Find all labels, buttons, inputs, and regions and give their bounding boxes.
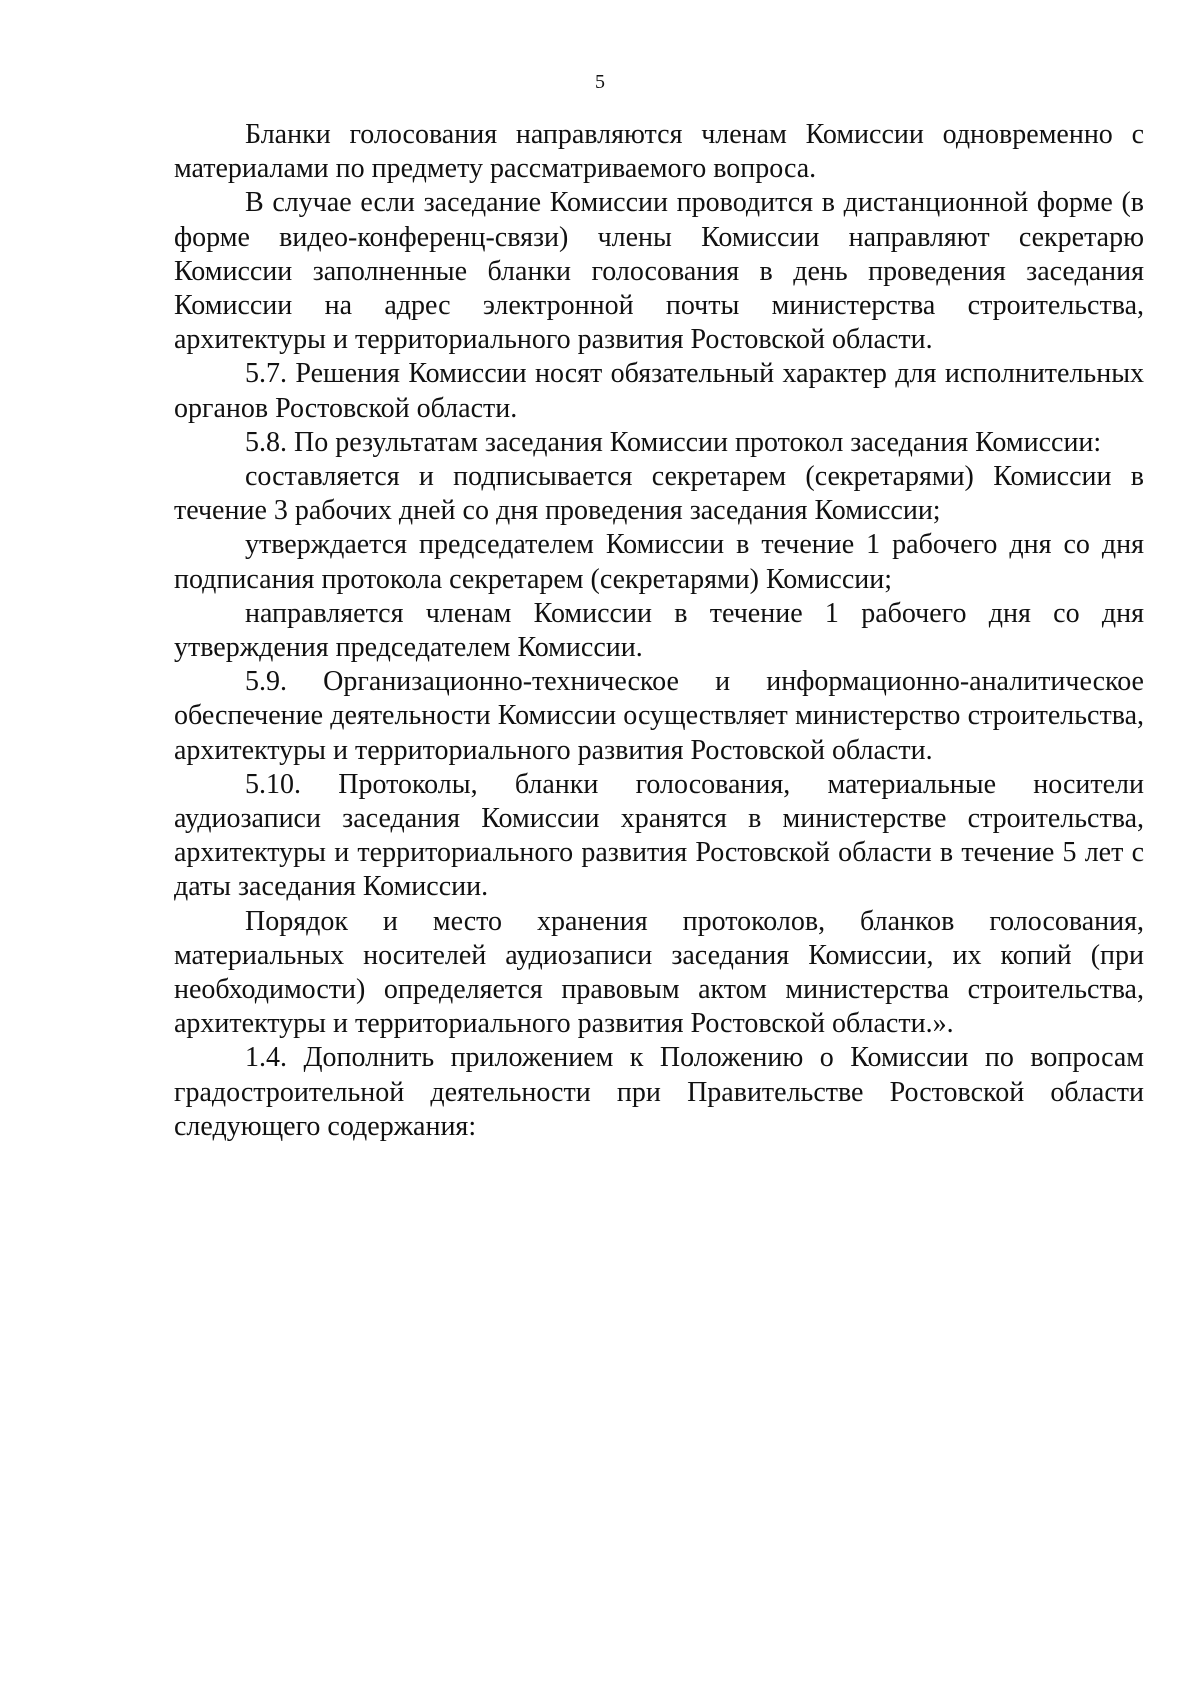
- paragraph-5-7: 5.7. Решения Комиссии носят обязательный характер для исполнительных органов Ростовской области.: [174, 358, 1144, 424]
- paragraph-5-8-compiled: составляется и подписывается секретарем (секретарями) Комиссии в течение 3 рабочих дней со дня проведения заседания Комиссии;: [174, 461, 1144, 527]
- paragraph-1-4: 1.4. Дополнить приложением к Положению о Комиссии по вопросам градостроительной деятельности при Правительстве Ростовской области следующего содержания:: [174, 1042, 1144, 1142]
- document-body: [174, 118, 1144, 1144]
- paragraph-5-8-approved: утверждается председателем Комиссии в течение 1 рабочего дня со дня подписания протокола секретарем (секретарями) Комиссии;: [174, 529, 1144, 595]
- paragraph-voting-forms: Бланки голосования направляются членам Комиссии одновременно с материалами по предмету рассматриваемого вопроса.: [174, 119, 1144, 185]
- page-number: 5: [595, 71, 605, 93]
- paragraph-storage-order: Порядок и место хранения протоколов, бланков голосования, материальных носителей аудиозаписи заседания Комиссии, их копий (при необходимости) определяется правовым актом министерства строительства, архитектуры и территориального развития Ростовской области.».: [174, 905, 1144, 1040]
- paragraph-5-9: 5.9. Организационно-техническое и информационно-аналитическое обеспечение деятельности Комиссии осуществляет министерство строительства, архитектуры и территориального развития Ростовской области.: [174, 666, 1144, 766]
- paragraph-remote-meeting: В случае если заседание Комиссии проводится в дистанционной форме (в форме видео-конференц-связи) члены Комиссии направляют секретарю Комиссии заполненные бланки голосования в день проведения заседания Комиссии на адрес электронной почты министерства строительства, архитектуры и территориального развития Ростовской области.: [174, 187, 1144, 356]
- paragraph-5-8-sent: направляется членам Комиссии в течение 1 рабочего дня со дня утверждения председателем Комиссии.: [174, 597, 1144, 664]
- paragraph-5-8: 5.8. По результатам заседания Комиссии протокол заседания Комиссии:: [245, 426, 1102, 458]
- paragraph-5-10: 5.10. Протоколы, бланки голосования, материальные носители аудиозаписи заседания Комиссии хранятся в министерстве строительства, архитектуры и территориального развития Ростовской области в течение 5 лет с даты заседания Комиссии.: [174, 768, 1144, 903]
